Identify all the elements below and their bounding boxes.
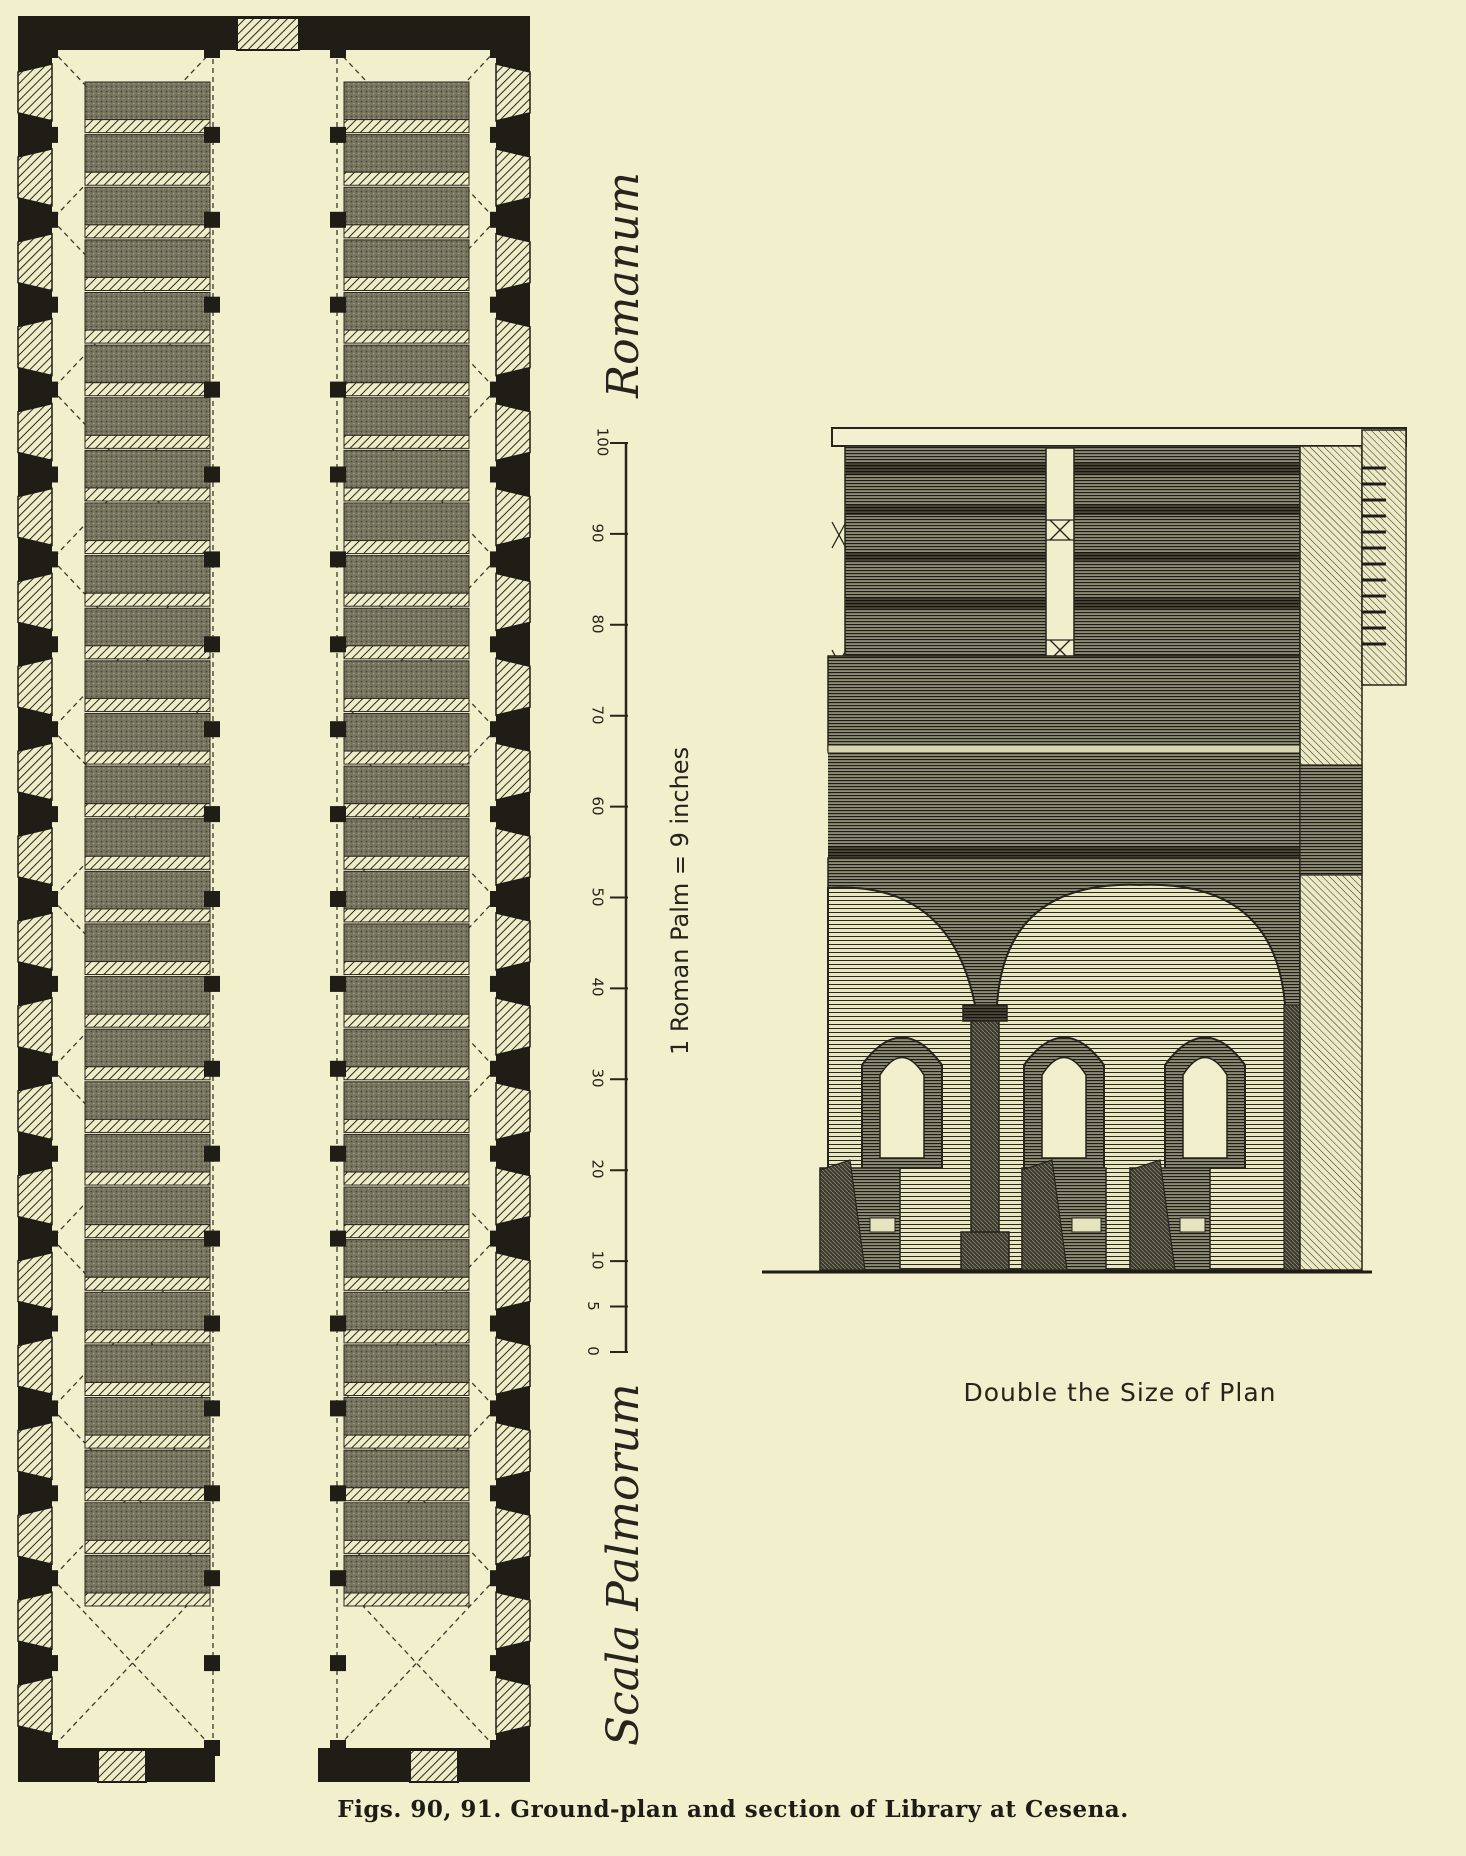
wall-pier bbox=[44, 467, 58, 483]
window-splay bbox=[496, 1422, 530, 1479]
desk bbox=[85, 187, 210, 225]
desk-bench bbox=[344, 751, 469, 764]
scale-tick-label: 20 bbox=[588, 1159, 607, 1179]
window-splay bbox=[18, 1592, 52, 1649]
desk bbox=[344, 345, 469, 383]
column bbox=[330, 636, 346, 652]
desk-bench bbox=[85, 698, 210, 711]
column bbox=[330, 891, 346, 907]
wall-pier bbox=[44, 212, 58, 228]
wall-niche-top bbox=[237, 18, 299, 50]
desk-bench bbox=[344, 277, 469, 290]
desk-bench bbox=[85, 962, 210, 975]
column bbox=[330, 1740, 346, 1756]
wall-pier bbox=[44, 1146, 58, 1162]
section-stall-seat bbox=[870, 1218, 895, 1232]
wall-pier bbox=[44, 721, 58, 737]
column bbox=[330, 1400, 346, 1416]
column bbox=[204, 1485, 220, 1501]
window-splay bbox=[496, 404, 530, 461]
wall-pier bbox=[490, 636, 504, 652]
column bbox=[204, 976, 220, 992]
central-beam bbox=[1046, 448, 1074, 672]
desk bbox=[344, 398, 469, 436]
window-splay bbox=[496, 64, 530, 121]
desk bbox=[344, 82, 469, 120]
desk bbox=[85, 1398, 210, 1436]
desk-bench bbox=[344, 856, 469, 869]
window-splay bbox=[18, 149, 52, 206]
desk-bench bbox=[344, 225, 469, 238]
window-splay bbox=[496, 658, 530, 715]
desk bbox=[85, 1029, 210, 1067]
column bbox=[204, 1146, 220, 1162]
section-window-opening bbox=[880, 1058, 924, 1159]
wall-pier bbox=[490, 1570, 504, 1586]
column bbox=[204, 1400, 220, 1416]
desk-bench bbox=[344, 541, 469, 554]
desks-left-aisle bbox=[85, 82, 210, 1606]
wall-pier bbox=[44, 1316, 58, 1332]
wall-pier bbox=[490, 1485, 504, 1501]
wall-niche-bottom-right bbox=[410, 1750, 458, 1782]
desk bbox=[344, 819, 469, 857]
desks-right-aisle bbox=[344, 82, 469, 1606]
wall-niche-bottom-left bbox=[98, 1750, 146, 1782]
desk-bench bbox=[344, 172, 469, 185]
column bbox=[330, 127, 346, 143]
desk bbox=[85, 766, 210, 804]
desk-bench bbox=[85, 1119, 210, 1132]
column bbox=[330, 297, 346, 313]
desk bbox=[85, 450, 210, 488]
wall-pier bbox=[44, 382, 58, 398]
wall-pier bbox=[490, 721, 504, 737]
wall-pier bbox=[490, 467, 504, 483]
wall-pier bbox=[490, 297, 504, 313]
section-window-opening bbox=[1042, 1058, 1086, 1159]
column bbox=[204, 382, 220, 398]
column bbox=[204, 212, 220, 228]
wall-pier bbox=[44, 42, 58, 58]
window-splay bbox=[18, 319, 52, 376]
window-splay bbox=[496, 913, 530, 970]
desk bbox=[344, 924, 469, 962]
window-splay bbox=[18, 489, 52, 546]
desk bbox=[85, 1345, 210, 1383]
desk bbox=[344, 240, 469, 278]
desk bbox=[344, 1082, 469, 1120]
desk-bench bbox=[85, 225, 210, 238]
wall-pier bbox=[490, 1316, 504, 1332]
desk-bench bbox=[85, 1488, 210, 1501]
desk-bench bbox=[344, 330, 469, 343]
column bbox=[330, 1061, 346, 1077]
window-splay bbox=[496, 1592, 530, 1649]
desk bbox=[85, 292, 210, 330]
desk bbox=[85, 1187, 210, 1225]
desk bbox=[344, 977, 469, 1015]
window-splay bbox=[18, 658, 52, 715]
scale-title-top: Romanum bbox=[598, 172, 649, 398]
desk bbox=[85, 398, 210, 436]
column bbox=[330, 382, 346, 398]
desk bbox=[85, 556, 210, 594]
desk-bench bbox=[344, 1014, 469, 1027]
desk bbox=[85, 713, 210, 751]
desk bbox=[344, 1398, 469, 1436]
column bbox=[204, 127, 220, 143]
desk-bench bbox=[344, 1435, 469, 1448]
window-splay bbox=[496, 828, 530, 885]
desk-bench bbox=[85, 330, 210, 343]
wall-pier bbox=[490, 1146, 504, 1162]
figure-caption: Figs. 90, 91. Ground-plan and section of Library at Cesena. bbox=[337, 1796, 1129, 1823]
section-stall-seat bbox=[1180, 1218, 1205, 1232]
window-splay bbox=[18, 913, 52, 970]
wall-pier bbox=[44, 1231, 58, 1247]
scale-tick-label: 80 bbox=[588, 614, 607, 634]
desk bbox=[344, 1345, 469, 1383]
desk bbox=[344, 556, 469, 594]
window-splay bbox=[18, 1253, 52, 1310]
desk bbox=[344, 713, 469, 751]
desk bbox=[85, 240, 210, 278]
column bbox=[330, 1316, 346, 1332]
wall-pier bbox=[44, 127, 58, 143]
desk-bench bbox=[85, 1593, 210, 1606]
desk-bench bbox=[85, 383, 210, 396]
column bbox=[204, 1740, 220, 1756]
desk bbox=[344, 1555, 469, 1593]
column bbox=[204, 42, 220, 58]
desk-bench bbox=[344, 1172, 469, 1185]
wall-pier bbox=[490, 1400, 504, 1416]
desk bbox=[344, 450, 469, 488]
column bbox=[330, 1570, 346, 1586]
desk-bench bbox=[344, 1540, 469, 1553]
wall-pier bbox=[490, 212, 504, 228]
window-splay bbox=[496, 319, 530, 376]
desk-bench bbox=[85, 541, 210, 554]
window-splay bbox=[496, 743, 530, 800]
desk bbox=[85, 924, 210, 962]
window-splay bbox=[18, 1422, 52, 1479]
window-splay bbox=[496, 489, 530, 546]
desk-bench bbox=[344, 1593, 469, 1606]
column bbox=[204, 1061, 220, 1077]
column bbox=[204, 891, 220, 907]
column bbox=[204, 721, 220, 737]
desk-bench bbox=[85, 488, 210, 501]
desk-bench bbox=[344, 698, 469, 711]
desk-bench bbox=[85, 1014, 210, 1027]
column bbox=[330, 721, 346, 737]
window-splay bbox=[18, 1677, 52, 1734]
window-splay bbox=[18, 573, 52, 630]
wall-pier bbox=[44, 1400, 58, 1416]
desk bbox=[85, 871, 210, 909]
desk-bench bbox=[85, 1225, 210, 1238]
desk-bench bbox=[344, 383, 469, 396]
scale-bar bbox=[610, 443, 628, 1352]
desk bbox=[85, 977, 210, 1015]
desk bbox=[344, 661, 469, 699]
column bbox=[204, 467, 220, 483]
desk bbox=[85, 1134, 210, 1172]
column bbox=[204, 1316, 220, 1332]
column bbox=[330, 1655, 346, 1671]
desk-bench bbox=[85, 751, 210, 764]
desk bbox=[85, 135, 210, 173]
column bbox=[204, 297, 220, 313]
desk-bench bbox=[344, 909, 469, 922]
section-elevation bbox=[762, 428, 1406, 1272]
wall-pier bbox=[490, 551, 504, 567]
desk bbox=[85, 1555, 210, 1593]
desk-bench bbox=[344, 488, 469, 501]
window-splay bbox=[496, 1677, 530, 1734]
scale-unit-note: 1 Roman Palm = 9 inches bbox=[666, 746, 694, 1055]
wall-pier bbox=[490, 382, 504, 398]
column bbox=[330, 551, 346, 567]
desk bbox=[85, 661, 210, 699]
desk bbox=[344, 1450, 469, 1488]
desk bbox=[344, 135, 469, 173]
window-splay bbox=[496, 1083, 530, 1140]
desk-bench bbox=[85, 435, 210, 448]
wall-pier bbox=[490, 1061, 504, 1077]
window-splay bbox=[18, 1338, 52, 1395]
scale-tick-label: 90 bbox=[588, 523, 607, 543]
desk-bench bbox=[344, 804, 469, 817]
desk-bench bbox=[85, 1435, 210, 1448]
window-splay bbox=[18, 1168, 52, 1225]
desk bbox=[85, 1292, 210, 1330]
desk-bench bbox=[85, 909, 210, 922]
string-course bbox=[828, 846, 1300, 858]
desk-bench bbox=[344, 646, 469, 659]
desk-bench bbox=[85, 120, 210, 133]
desk-bench bbox=[85, 1540, 210, 1553]
desk-bench bbox=[344, 435, 469, 448]
window-splay bbox=[496, 1338, 530, 1395]
desk-bench bbox=[344, 1225, 469, 1238]
column bbox=[204, 1231, 220, 1247]
wall-pier bbox=[44, 891, 58, 907]
window-splay bbox=[18, 1083, 52, 1140]
column bbox=[330, 806, 346, 822]
desk bbox=[344, 1503, 469, 1541]
scale-tick-label: 10 bbox=[588, 1250, 607, 1270]
desk-bench bbox=[85, 646, 210, 659]
doorway bbox=[215, 1746, 318, 1784]
desk bbox=[344, 1292, 469, 1330]
column bbox=[204, 1570, 220, 1586]
desk-bench bbox=[344, 593, 469, 606]
wall-pier bbox=[490, 127, 504, 143]
desk-bench bbox=[85, 1330, 210, 1343]
column bbox=[330, 1485, 346, 1501]
column bbox=[330, 976, 346, 992]
section-windows bbox=[862, 1038, 1245, 1169]
column bbox=[204, 806, 220, 822]
desk-bench bbox=[344, 1383, 469, 1396]
wall-pier bbox=[44, 297, 58, 313]
wall-pier bbox=[44, 1485, 58, 1501]
scale-tick-label: 30 bbox=[588, 1068, 607, 1088]
desk bbox=[85, 819, 210, 857]
desk-bench bbox=[85, 1067, 210, 1080]
wall-pier bbox=[490, 976, 504, 992]
window-splay bbox=[18, 828, 52, 885]
window-splay bbox=[18, 998, 52, 1055]
desk-bench bbox=[85, 277, 210, 290]
desk bbox=[344, 1187, 469, 1225]
desk-bench bbox=[85, 856, 210, 869]
column bbox=[330, 467, 346, 483]
wall-pier bbox=[44, 806, 58, 822]
section-stall-seat bbox=[1072, 1218, 1101, 1232]
wall-pier bbox=[490, 1231, 504, 1247]
desk bbox=[344, 503, 469, 541]
desk bbox=[344, 1240, 469, 1278]
window-splay bbox=[496, 149, 530, 206]
window-splay bbox=[496, 998, 530, 1055]
scale-tick-label: 70 bbox=[588, 705, 607, 725]
wall-pier bbox=[44, 1061, 58, 1077]
desk-bench bbox=[344, 1277, 469, 1290]
central-column bbox=[971, 1021, 999, 1253]
window-splay bbox=[18, 404, 52, 461]
window-splay bbox=[18, 743, 52, 800]
window-splay bbox=[18, 1507, 52, 1564]
desk-bench bbox=[85, 172, 210, 185]
scale-tick-label: 40 bbox=[588, 977, 607, 997]
window-splay bbox=[18, 64, 52, 121]
desk-bench bbox=[344, 1330, 469, 1343]
desk bbox=[85, 1240, 210, 1278]
scale-tick-label: 5 bbox=[583, 1300, 602, 1311]
scale-tick-label: 60 bbox=[588, 796, 607, 816]
desk bbox=[85, 82, 210, 120]
column bbox=[204, 636, 220, 652]
section-window-opening bbox=[1183, 1058, 1227, 1159]
ground-plan bbox=[18, 16, 530, 1784]
wall-pier bbox=[490, 891, 504, 907]
desk bbox=[344, 766, 469, 804]
desk-bench bbox=[85, 1172, 210, 1185]
column bbox=[204, 551, 220, 567]
column bbox=[330, 42, 346, 58]
window-splay bbox=[496, 573, 530, 630]
desk bbox=[344, 871, 469, 909]
window-splay bbox=[496, 1168, 530, 1225]
desk-bench bbox=[85, 804, 210, 817]
desk bbox=[85, 345, 210, 383]
column bbox=[330, 1146, 346, 1162]
wall-pier bbox=[44, 636, 58, 652]
desk-bench bbox=[85, 1383, 210, 1396]
desk bbox=[344, 608, 469, 646]
scale-tick-label: 50 bbox=[588, 886, 607, 907]
window-splay bbox=[18, 234, 52, 291]
desk bbox=[344, 1134, 469, 1172]
desk bbox=[85, 608, 210, 646]
section-scale-note: Double the Size of Plan bbox=[963, 1378, 1277, 1407]
column bbox=[330, 212, 346, 228]
desk-bench bbox=[344, 1119, 469, 1132]
wall-pier bbox=[44, 551, 58, 567]
desk-bench bbox=[85, 593, 210, 606]
wall-pier bbox=[490, 1655, 504, 1671]
wall-pier bbox=[490, 42, 504, 58]
wall-pier bbox=[490, 1740, 504, 1756]
desk bbox=[85, 1082, 210, 1120]
desk bbox=[85, 1450, 210, 1488]
wall-pier bbox=[44, 976, 58, 992]
desk-bench bbox=[344, 1067, 469, 1080]
window-splay bbox=[496, 234, 530, 291]
window-splay bbox=[496, 1507, 530, 1564]
wall-pier bbox=[44, 1655, 58, 1671]
desk-bench bbox=[344, 962, 469, 975]
desk bbox=[344, 1029, 469, 1067]
scale-title-bottom: Scala Palmorum bbox=[598, 1383, 649, 1746]
window-splay bbox=[496, 1253, 530, 1310]
scale-tick-label: 0 bbox=[583, 1346, 602, 1356]
desk-bench bbox=[344, 1488, 469, 1501]
column bbox=[330, 1231, 346, 1247]
desk bbox=[85, 503, 210, 541]
wall-pier bbox=[490, 806, 504, 822]
desk bbox=[344, 187, 469, 225]
desk-bench bbox=[85, 1277, 210, 1290]
desk bbox=[85, 1503, 210, 1541]
desk bbox=[344, 292, 469, 330]
vault-band bbox=[828, 656, 1300, 751]
scale-tick-label: 100 bbox=[593, 427, 612, 457]
wall-pier bbox=[44, 1740, 58, 1756]
desk-bench bbox=[344, 120, 469, 133]
wall-pier bbox=[44, 1570, 58, 1586]
column bbox=[204, 1655, 220, 1671]
